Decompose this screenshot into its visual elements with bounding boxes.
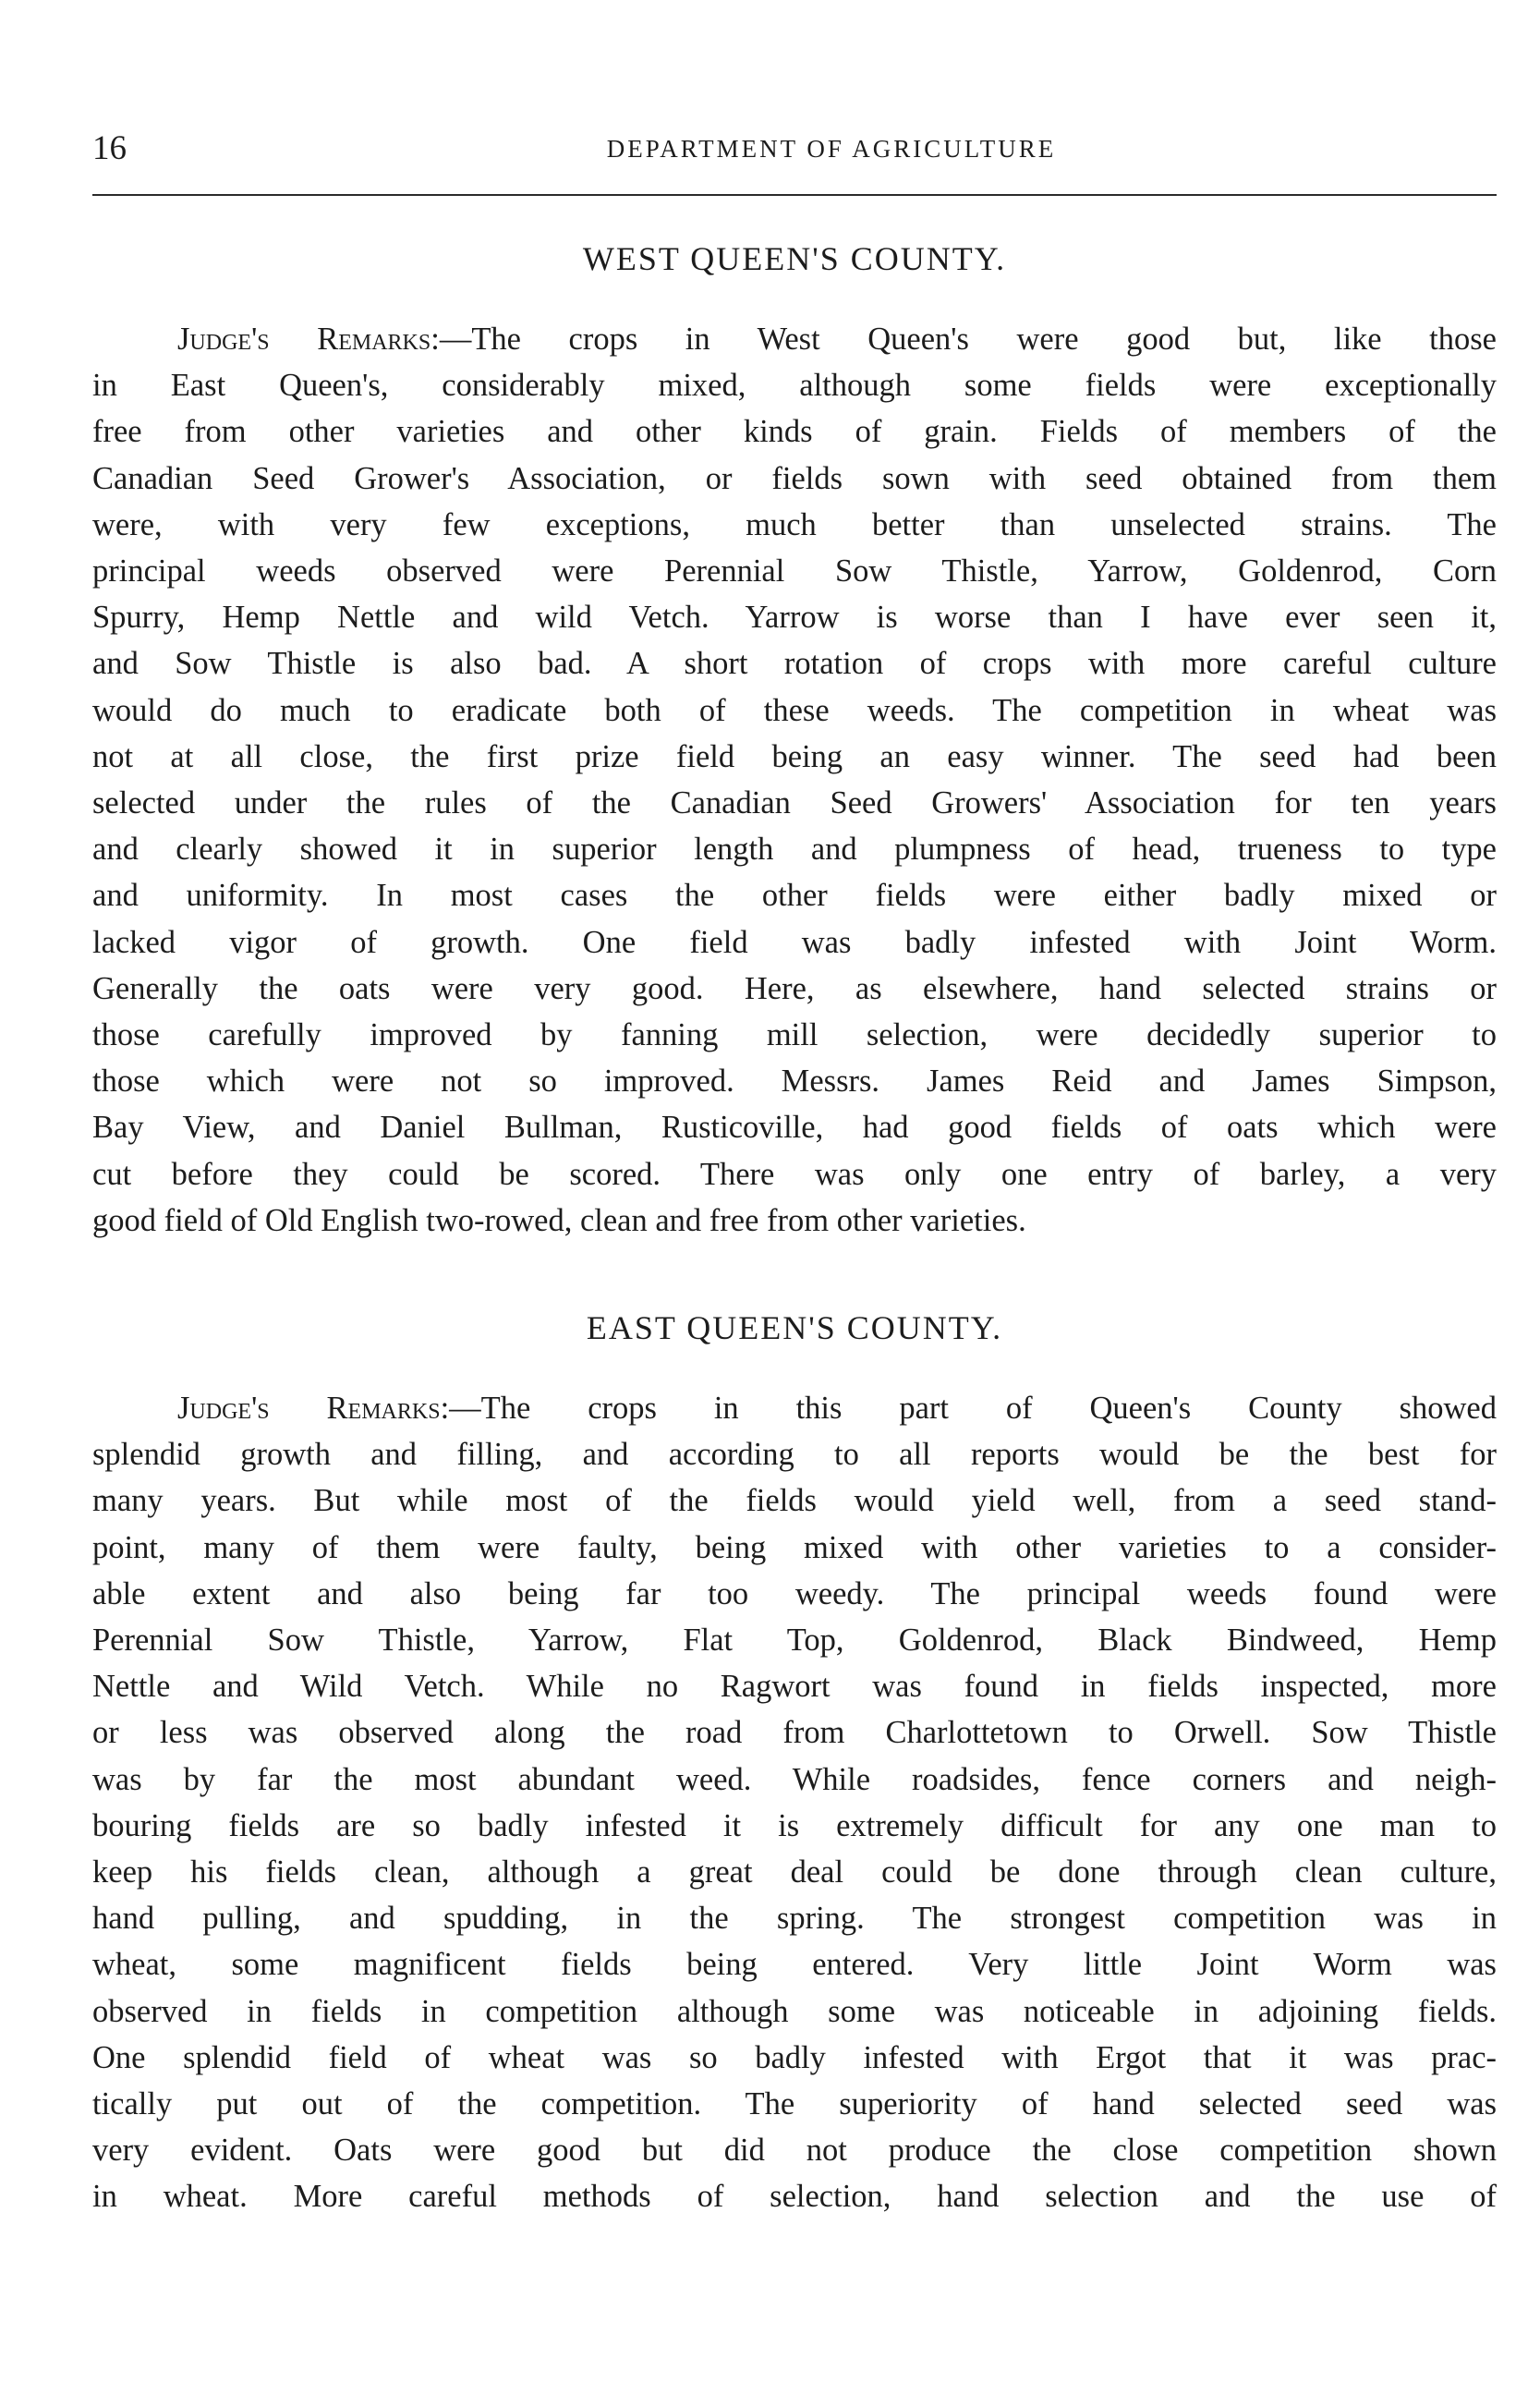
header-rule — [92, 194, 1497, 196]
paragraph-line: wheat, some magnificent fields being entered. Very little Joint Worm was — [92, 1947, 1497, 1983]
paragraph-line: Perennial Sow Thistle, Yarrow, Flat Top, Goldenrod, Black Bindweed, Hemp — [92, 1623, 1497, 1659]
paragraph-line: splendid growth and filling, and according to all reports would be the best for — [92, 1437, 1497, 1473]
paragraph-line: bouring fields are so badly infested it is extremely difficult for any one man to — [92, 1807, 1497, 1843]
paragraph-line: hand pulling, and spudding, in the spring. The strongest competition was in — [92, 1901, 1497, 1937]
paragraph-line: Nettle and Wild Vetch. While no Ragwort was found in fields inspected, more — [92, 1669, 1497, 1705]
judges-remarks-lead: Judge's Remarks: — [177, 322, 440, 357]
paragraph-line: in wheat. More careful methods of selection, hand selection and the use of — [92, 2179, 1497, 2215]
paragraph-line-text: —The crops in West Queen's were good but, like those — [439, 322, 1497, 357]
paragraph-line: very evident. Oats were good but did not produce the close competition shown — [92, 2133, 1497, 2169]
section-heading-east-queens: EAST QUEEN'S COUNTY. — [586, 1309, 1003, 1346]
section-body-east-queens — [92, 1385, 1497, 2220]
paragraph-line: Spurry, Hemp Nettle and wild Vetch. Yarrow is worse than I have ever seen it, — [92, 600, 1497, 636]
paragraph-line: keep his fields clean, although a great deal could be done through clean culture, — [92, 1854, 1497, 1890]
section-heading-west-queens: WEST QUEEN'S COUNTY. — [582, 240, 1007, 277]
paragraph-line — [92, 1385, 1497, 1431]
paragraph-line: tically put out of the competition. The superiority of hand selected seed was — [92, 2086, 1497, 2122]
paragraph-line: those carefully improved by fanning mill selection, were decidedly superior to — [92, 1017, 1497, 1053]
paragraph-line: in East Queen's, considerably mixed, although some fields were exceptionally — [92, 368, 1497, 404]
paragraph-line: not at all close, the first prize field being an easy winner. The seed had been — [92, 738, 1497, 774]
paragraph-line: lacked vigor of growth. One field was badly infested with Joint Worm. — [92, 924, 1497, 960]
paragraph-line: Bay View, and Daniel Bullman, Rusticoville, had good fields of oats which were — [92, 1110, 1497, 1146]
paragraph-line-text: —The crops in this part of Queen's County showed — [449, 1391, 1497, 1426]
paragraph-line: would do much to eradicate both of these weeds. The competition in wheat was — [92, 692, 1497, 728]
paragraph-line: and Sow Thistle is also bad. A short rotation of crops with more careful culture — [92, 646, 1497, 682]
paragraph-line: many years. But while most of the fields would yield well, from a seed stand- — [92, 1483, 1497, 1519]
paragraph-line: selected under the rules of the Canadian Seed Growers' Association for ten years — [92, 785, 1497, 821]
section-body-west-queens — [92, 316, 1497, 1244]
paragraph-line: Generally the oats were very good. Here, as elsewhere, hand selected strains or — [92, 970, 1497, 1006]
running-head — [92, 128, 1497, 170]
paragraph-line: cut before they could be scored. There was only one entry of barley, a very — [92, 1156, 1497, 1192]
paragraph-line: free from other varieties and other kinds of grain. Fields of members of the — [92, 414, 1497, 450]
paragraph-line: and uniformity. In most cases the other fields were either badly mixed or — [92, 878, 1497, 914]
page-number: 16 — [92, 129, 127, 167]
paragraph-line: able extent and also being far too weedy. The principal weeds found were — [92, 1575, 1497, 1611]
paragraph-line: those which were not so improved. Messrs. James Reid and James Simpson, — [92, 1064, 1497, 1100]
paragraph-line: and clearly showed it in superior length and plumpness of head, trueness to type — [92, 832, 1497, 868]
paragraph-line: good field of Old English two-rowed, clean and free from other varieties. — [92, 1202, 1026, 1238]
paragraph-line: Canadian Seed Grower's Association, or fields sown with seed obtained from them — [92, 460, 1497, 496]
paragraph-line: point, many of them were faulty, being mixed with other varieties to a consider- — [92, 1529, 1497, 1565]
paragraph-line: or less was observed along the road from Charlottetown to Orwell. Sow Thistle — [92, 1715, 1497, 1751]
paragraph-line: were, with very few exceptions, much better than unselected strains. The — [92, 506, 1497, 542]
paragraph-line: principal weeds observed were Perennial Sow Thistle, Yarrow, Goldenrod, Corn — [92, 553, 1497, 590]
judges-remarks-lead: Judge's Remarks: — [177, 1391, 450, 1426]
paragraph-line: was by far the most abundant weed. While roadsides, fence corners and neigh- — [92, 1761, 1497, 1797]
paragraph-line: One splendid field of wheat was so badly infested with Ergot that it was prac- — [92, 2039, 1497, 2075]
paragraph-line — [92, 316, 1497, 362]
paragraph-line: observed in fields in competition although some was noticeable in adjoining fields. — [92, 1993, 1497, 2029]
running-header-title: DEPARTMENT OF AGRICULTURE — [606, 135, 1057, 163]
